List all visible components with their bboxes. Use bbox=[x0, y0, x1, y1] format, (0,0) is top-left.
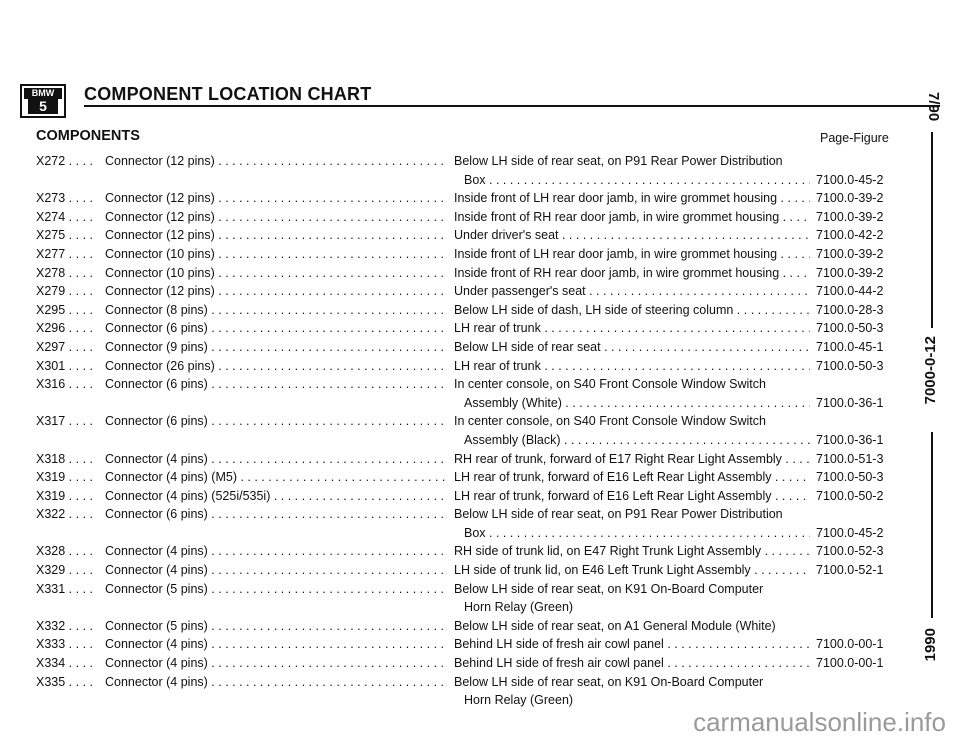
page-figure-ref: 7100.0-52-1 bbox=[816, 563, 884, 578]
component-table bbox=[36, 154, 896, 712]
table-row bbox=[36, 544, 896, 563]
sidebar-year: 1990 bbox=[922, 628, 939, 662]
location-line: Below LH side of rear seat . . . bbox=[454, 340, 810, 359]
location-line-continued: Assembly (Black) . . . bbox=[454, 433, 810, 452]
component-location bbox=[454, 544, 810, 563]
table-row bbox=[36, 321, 896, 340]
component-description: Connector (6 pins) . . . bbox=[105, 377, 445, 391]
component-location bbox=[454, 154, 810, 191]
sidebar-date: 7/90 bbox=[925, 92, 942, 122]
component-location bbox=[454, 507, 810, 544]
component-location bbox=[454, 414, 810, 451]
table-row bbox=[36, 266, 896, 285]
component-description: Connector (4 pins) (525i/535i) . . . bbox=[105, 489, 445, 503]
page-figure-ref: 7100.0-45-1 bbox=[816, 339, 884, 354]
page-figure-ref: 7100.0-00-1 bbox=[816, 656, 884, 671]
component-location bbox=[454, 228, 810, 247]
component-location bbox=[454, 303, 810, 322]
location-line: LH side of trunk lid, on E46 Left Trunk Light Assembly . . . bbox=[454, 563, 810, 582]
location-line: Below LH side of rear seat, on K91 On-Board Computer bbox=[454, 674, 764, 689]
sidebar-line-lower bbox=[931, 432, 933, 618]
component-id: X331 . . . . bbox=[36, 582, 96, 596]
page-figure-ref: 7100.0-50-3 bbox=[816, 470, 884, 485]
location-line: Below LH side of dash, LH side of steering column . . . bbox=[454, 303, 810, 322]
table-row bbox=[36, 210, 896, 229]
component-description: Connector (12 pins) . . . bbox=[105, 210, 445, 224]
logo-marque: BMW bbox=[24, 88, 62, 99]
location-line-continued: Box . . . bbox=[454, 526, 810, 545]
page-figure-ref: 7100.0-39-2 bbox=[816, 265, 884, 280]
location-line: Under passenger's seat . . . bbox=[454, 284, 810, 303]
component-description: Connector (4 pins) . . . bbox=[105, 452, 445, 466]
component-description: Connector (10 pins) . . . bbox=[105, 266, 445, 280]
component-id: X318 . . . . bbox=[36, 452, 96, 466]
sidebar-line-upper bbox=[931, 132, 933, 328]
component-description: Connector (10 pins) . . . bbox=[105, 247, 445, 261]
table-row bbox=[36, 228, 896, 247]
page-figure-ref: 7100.0-36-1 bbox=[816, 432, 884, 447]
page-figure-ref: 7100.0-44-2 bbox=[816, 284, 884, 299]
component-description: Connector (4 pins) . . . bbox=[105, 675, 445, 689]
component-id: X335 . . . . bbox=[36, 675, 96, 689]
location-line: In center console, on S40 Front Console Window Switch bbox=[454, 377, 766, 392]
location-line: Below LH side of rear seat, on P91 Rear Power Distribution bbox=[454, 154, 783, 168]
component-description: Connector (4 pins) . . . bbox=[105, 544, 445, 558]
component-location bbox=[454, 377, 810, 414]
component-id: X273 . . . . bbox=[36, 191, 96, 205]
component-id: X301 . . . . bbox=[36, 359, 96, 373]
page-figure-ref: 7100.0-36-1 bbox=[816, 395, 884, 410]
components-heading: COMPONENTS bbox=[36, 128, 140, 144]
component-id: X316 . . . . bbox=[36, 377, 96, 391]
location-line: Behind LH side of fresh air cowl panel . . . bbox=[454, 637, 810, 656]
component-description: Connector (8 pins) . . . bbox=[105, 303, 445, 317]
sidebar-page-number: 7000-0-12 bbox=[922, 336, 939, 405]
component-location bbox=[454, 489, 810, 508]
component-location bbox=[454, 637, 810, 656]
table-row bbox=[36, 656, 896, 675]
location-line: Behind LH side of fresh air cowl panel . . . bbox=[454, 656, 810, 675]
table-row bbox=[36, 489, 896, 508]
component-id: X333 . . . . bbox=[36, 637, 96, 651]
table-row bbox=[36, 637, 896, 656]
location-line: Inside front of RH rear door jamb, in wire grommet housing . . . bbox=[454, 210, 810, 229]
component-description: Connector (4 pins) (M5) . . . bbox=[105, 470, 445, 484]
watermark: carmanualsonline.info bbox=[693, 707, 946, 737]
component-id: X322 . . . . bbox=[36, 507, 96, 521]
component-id: X272 . . . . bbox=[36, 154, 96, 168]
component-description: Connector (26 pins) . . . bbox=[105, 359, 445, 373]
page-title: COMPONENT LOCATION CHART bbox=[84, 84, 372, 104]
location-line: LH rear of trunk . . . bbox=[454, 359, 810, 378]
component-description: Connector (4 pins) . . . bbox=[105, 563, 445, 577]
location-line: LH rear of trunk, forward of E16 Left Rear Light Assembly . . . bbox=[454, 489, 810, 508]
component-description: Connector (4 pins) . . . bbox=[105, 656, 445, 670]
component-location bbox=[454, 582, 810, 619]
component-id: X274 . . . . bbox=[36, 210, 96, 224]
component-id: X297 . . . . bbox=[36, 340, 96, 354]
component-description: Connector (12 pins) . . . bbox=[105, 228, 445, 242]
component-id: X319 . . . . bbox=[36, 470, 96, 484]
component-location bbox=[454, 247, 810, 266]
component-description: Connector (5 pins) . . . bbox=[105, 582, 445, 596]
table-row bbox=[36, 619, 896, 638]
page-figure-ref: 7100.0-00-1 bbox=[816, 637, 884, 652]
logo-series: 5 bbox=[28, 99, 58, 114]
table-row bbox=[36, 154, 896, 191]
page-figure-ref: 7100.0-42-2 bbox=[816, 228, 884, 243]
location-line: Inside front of LH rear door jamb, in wire grommet housing . . . bbox=[454, 191, 810, 210]
component-location bbox=[454, 452, 810, 471]
component-id: X317 . . . . bbox=[36, 414, 96, 428]
component-id: X296 . . . . bbox=[36, 321, 96, 335]
component-location bbox=[454, 191, 810, 210]
table-row bbox=[36, 284, 896, 303]
component-location bbox=[454, 340, 810, 359]
component-id: X328 . . . . bbox=[36, 544, 96, 558]
component-location bbox=[454, 284, 810, 303]
location-line: Below LH side of rear seat, on P91 Rear Power Distribution bbox=[454, 507, 783, 522]
table-row bbox=[36, 191, 896, 210]
location-line: Inside front of LH rear door jamb, in wire grommet housing . . . bbox=[454, 247, 810, 266]
page-figure-ref: 7100.0-50-3 bbox=[816, 321, 884, 336]
location-line: Below LH side of rear seat, on A1 General Module (White) bbox=[454, 618, 776, 633]
component-id: X332 . . . . bbox=[36, 619, 96, 633]
chart-header bbox=[20, 82, 920, 122]
component-description: Connector (12 pins) . . . bbox=[105, 284, 445, 298]
location-line-continued: Horn Relay (Green) bbox=[464, 693, 574, 708]
table-row bbox=[36, 247, 896, 266]
table-row bbox=[36, 414, 896, 451]
component-id: X277 . . . . bbox=[36, 247, 96, 261]
location-line-continued: Assembly (White) . . . bbox=[454, 396, 810, 415]
table-row bbox=[36, 340, 896, 359]
page-figure-ref: 7100.0-39-2 bbox=[816, 191, 884, 206]
location-line: LH rear of trunk . . . bbox=[454, 321, 810, 340]
page-figure-ref: 7100.0-50-2 bbox=[816, 488, 884, 503]
page-figure-ref: 7100.0-39-2 bbox=[816, 209, 884, 224]
page-figure-ref: 7100.0-45-2 bbox=[816, 172, 884, 187]
component-location bbox=[454, 359, 810, 378]
component-id: X334 . . . . bbox=[36, 656, 96, 670]
table-row bbox=[36, 452, 896, 471]
component-id: X279 . . . . bbox=[36, 284, 96, 298]
component-id: X275 . . . . bbox=[36, 228, 96, 242]
component-location bbox=[454, 321, 810, 340]
component-id: X278 . . . . bbox=[36, 266, 96, 280]
component-location bbox=[454, 266, 810, 285]
bmw-5-series-logo bbox=[20, 84, 66, 118]
page-figure-ref: 7100.0-51-3 bbox=[816, 451, 884, 466]
location-line: LH rear of trunk, forward of E16 Left Rear Light Assembly . . . bbox=[454, 470, 810, 489]
component-description: Connector (9 pins) . . . bbox=[105, 340, 445, 354]
component-description: Connector (12 pins) . . . bbox=[105, 191, 445, 205]
location-line: Below LH side of rear seat, on K91 On-Board Computer bbox=[454, 581, 764, 596]
location-line: In center console, on S40 Front Console Window Switch bbox=[454, 414, 766, 429]
component-location bbox=[454, 210, 810, 229]
component-description: Connector (6 pins) . . . bbox=[105, 507, 445, 521]
page-figure-heading: Page-Figure bbox=[820, 131, 889, 145]
component-id: X319 . . . . bbox=[36, 489, 96, 503]
table-row bbox=[36, 303, 896, 322]
page-figure-ref: 7100.0-28-3 bbox=[816, 302, 884, 317]
location-line: Inside front of RH rear door jamb, in wire grommet housing . . . bbox=[454, 266, 810, 285]
component-id: X329 . . . . bbox=[36, 563, 96, 577]
page-figure-ref: 7100.0-52-3 bbox=[816, 544, 884, 559]
table-row bbox=[36, 507, 896, 544]
table-row bbox=[36, 582, 896, 619]
component-location bbox=[454, 563, 810, 582]
component-location bbox=[454, 619, 810, 638]
title-rule bbox=[84, 105, 940, 107]
location-line-continued: Box . . . bbox=[454, 173, 810, 192]
component-description: Connector (4 pins) . . . bbox=[105, 637, 445, 651]
component-description: Connector (6 pins) . . . bbox=[105, 321, 445, 335]
table-row bbox=[36, 359, 896, 378]
location-line: RH rear of trunk, forward of E17 Right Rear Light Assembly . . . bbox=[454, 452, 810, 471]
table-row bbox=[36, 377, 896, 414]
location-line-continued: Horn Relay (Green) bbox=[464, 600, 574, 615]
page-figure-ref: 7100.0-39-2 bbox=[816, 246, 884, 261]
component-description: Connector (12 pins) . . . bbox=[105, 154, 445, 168]
table-row bbox=[36, 470, 896, 489]
location-line: RH side of trunk lid, on E47 Right Trunk Light Assembly . . . bbox=[454, 544, 810, 563]
page-figure-ref: 7100.0-50-3 bbox=[816, 358, 884, 373]
page-sidebar bbox=[922, 92, 942, 672]
table-row bbox=[36, 563, 896, 582]
component-description: Connector (5 pins) . . . bbox=[105, 619, 445, 633]
component-description: Connector (6 pins) . . . bbox=[105, 414, 445, 428]
page-figure-ref: 7100.0-45-2 bbox=[816, 525, 884, 540]
component-id: X295 . . . . bbox=[36, 303, 96, 317]
location-line: Under driver's seat . . . bbox=[454, 228, 810, 247]
component-location bbox=[454, 470, 810, 489]
component-location bbox=[454, 656, 810, 675]
